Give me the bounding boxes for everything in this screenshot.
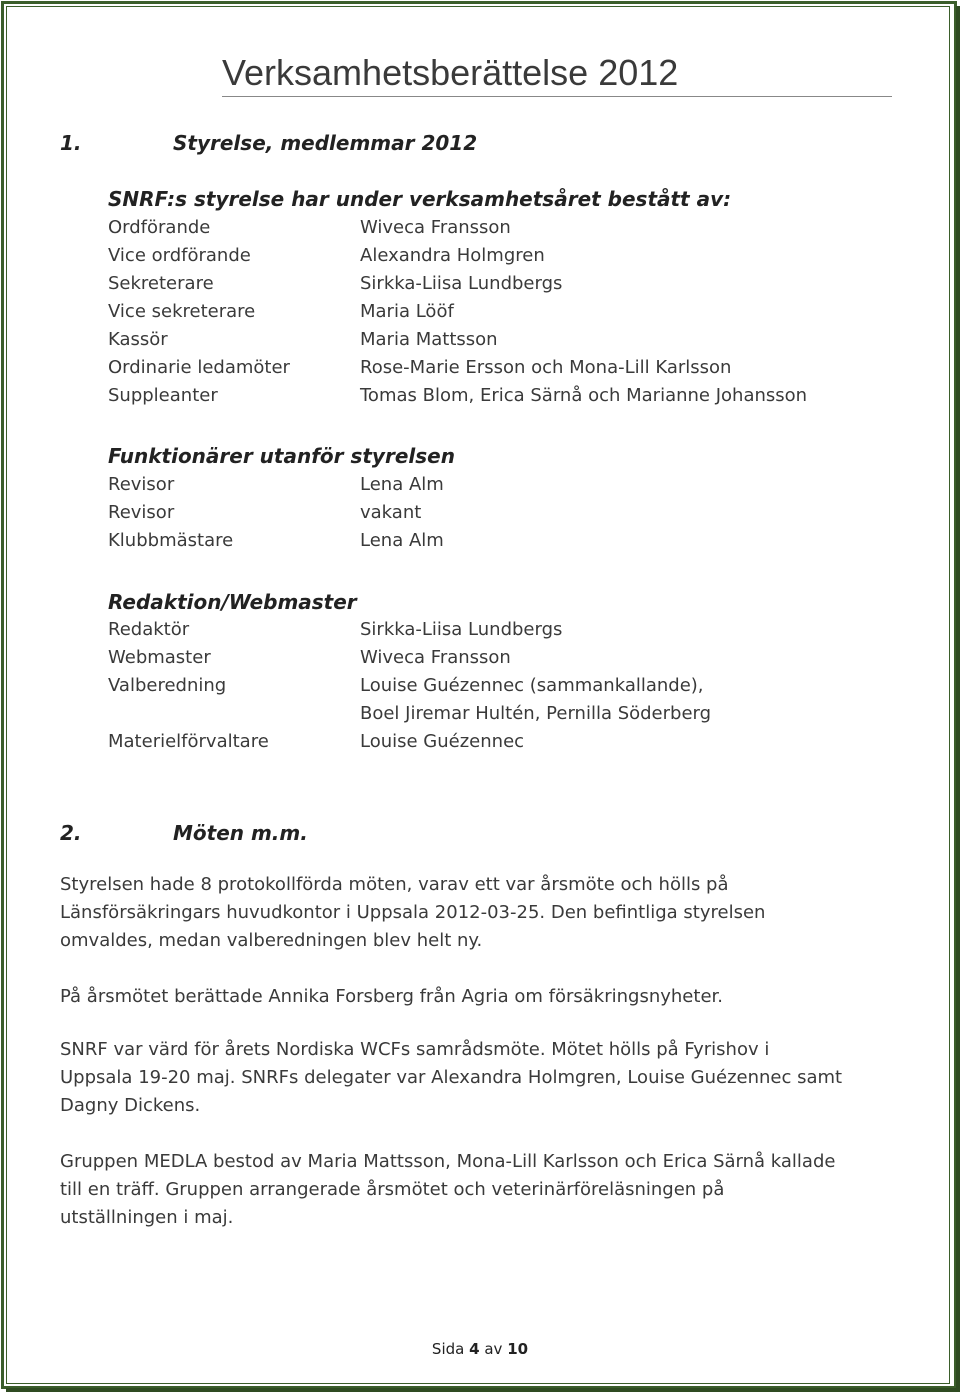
paragraph-line: Gruppen MEDLA bestod av Maria Mattsson, Mona-Lill Karlsson och Erica Särnå kallade bbox=[60, 1151, 836, 1172]
paragraph-line: Uppsala 19-20 maj. SNRFs delegater var Alexandra Holmgren, Louise Guézennec samt bbox=[60, 1067, 843, 1088]
person-name: Wiveca Fransson bbox=[360, 647, 511, 668]
role-label: Revisor bbox=[108, 474, 175, 495]
page-footer bbox=[0, 1340, 960, 1358]
paragraph bbox=[60, 983, 900, 1011]
editorial-row bbox=[108, 731, 908, 755]
person-name: Maria Lööf bbox=[360, 301, 454, 322]
role-label: Valberedning bbox=[108, 675, 227, 696]
person-name: Sirkka-Liisa Lundbergs bbox=[360, 619, 563, 640]
editorial-heading: Redaktion/Webmaster bbox=[108, 590, 357, 614]
role-label: Revisor bbox=[108, 502, 175, 523]
page-shadow-bottom bbox=[6, 1388, 960, 1392]
page-total: 10 bbox=[507, 1340, 529, 1358]
role-label: Suppleanter bbox=[108, 385, 218, 406]
paragraph-line: Styrelsen hade 8 protokollförda möten, varav ett var årsmöte och hölls på bbox=[60, 874, 729, 895]
paragraph-line: SNRF var värd för årets Nordiska WCFs samrådsmöte. Mötet hölls på Fyrishov i bbox=[60, 1039, 770, 1060]
editorial-row bbox=[108, 647, 908, 671]
paragraph-line: Dagny Dickens. bbox=[60, 1095, 201, 1116]
official-row bbox=[108, 530, 908, 554]
editorial-row bbox=[108, 619, 908, 643]
board-row bbox=[108, 217, 908, 241]
person-name: vakant bbox=[360, 502, 422, 523]
page-of-label: av bbox=[484, 1340, 503, 1358]
editorial-row bbox=[108, 675, 908, 699]
person-name: Louise Guézennec bbox=[360, 731, 525, 752]
role-label: Ordinarie ledamöter bbox=[108, 357, 290, 378]
person-name: Alexandra Holmgren bbox=[360, 245, 545, 266]
document-title: Verksamhetsberättelse 2012 bbox=[222, 52, 679, 93]
role-label: Materielförvaltare bbox=[108, 731, 269, 752]
title-underline bbox=[222, 96, 892, 97]
person-name: Maria Mattsson bbox=[360, 329, 498, 350]
board-row bbox=[108, 245, 908, 269]
page-number: 4 bbox=[469, 1340, 480, 1358]
role-label: Klubbmästare bbox=[108, 530, 234, 551]
person-name: Sirkka-Liisa Lundbergs bbox=[360, 273, 563, 294]
role-label: Kassör bbox=[108, 329, 168, 350]
role-label: Webmaster bbox=[108, 647, 211, 668]
board-row bbox=[108, 357, 908, 381]
paragraph-line: till en träff. Gruppen arrangerade årsmötet och veterinärföreläsningen på bbox=[60, 1179, 725, 1200]
paragraph-line: På årsmötet berättade Annika Forsberg från Agria om försäkringsnyheter. bbox=[60, 986, 723, 1007]
person-name: Tomas Blom, Erica Särnå och Marianne Johansson bbox=[360, 385, 808, 406]
person-name: Louise Guézennec (sammankallande), bbox=[360, 675, 704, 696]
section-2-title: Möten m.m. bbox=[173, 821, 308, 845]
person-name: Lena Alm bbox=[360, 530, 444, 551]
role-label: Redaktör bbox=[108, 619, 190, 640]
paragraph bbox=[60, 1036, 900, 1120]
board-row bbox=[108, 385, 908, 409]
official-row bbox=[108, 502, 908, 526]
officials-heading: Funktionärer utanför styrelsen bbox=[108, 444, 455, 468]
board-heading: SNRF:s styrelse har under verksamhetsåret bestått av: bbox=[108, 187, 732, 211]
page-label: Sida bbox=[431, 1340, 465, 1358]
official-row bbox=[108, 474, 908, 498]
role-label: Vice sekreterare bbox=[108, 301, 256, 322]
person-name: Boel Jiremar Hultén, Pernilla Söderberg bbox=[360, 703, 712, 724]
role-label: Sekreterare bbox=[108, 273, 214, 294]
section-1-number: 1. bbox=[60, 131, 82, 155]
paragraph-line: Länsförsäkringars huvudkontor i Uppsala 2012-03-25. Den befintliga styrelsen bbox=[60, 902, 766, 923]
section-2-number: 2. bbox=[60, 821, 82, 845]
person-name: Lena Alm bbox=[360, 474, 444, 495]
section-2-heading bbox=[60, 821, 660, 847]
section-1-heading bbox=[60, 131, 660, 157]
role-label: Vice ordförande bbox=[108, 245, 251, 266]
person-name: Rose-Marie Ersson och Mona-Lill Karlsson bbox=[360, 357, 732, 378]
role-label: Ordförande bbox=[108, 217, 211, 238]
editorial-row bbox=[108, 703, 908, 727]
paragraph-line: omvaldes, medan valberedningen blev helt ny. bbox=[60, 930, 483, 951]
board-row bbox=[108, 329, 908, 353]
paragraph bbox=[60, 871, 900, 955]
section-1-title: Styrelse, medlemmar 2012 bbox=[173, 131, 478, 155]
page-shadow-right bbox=[956, 6, 960, 1392]
board-row bbox=[108, 273, 908, 297]
paragraph-line: utställningen i maj. bbox=[60, 1207, 234, 1228]
paragraph bbox=[60, 1148, 900, 1232]
person-name: Wiveca Fransson bbox=[360, 217, 511, 238]
board-row bbox=[108, 301, 908, 325]
